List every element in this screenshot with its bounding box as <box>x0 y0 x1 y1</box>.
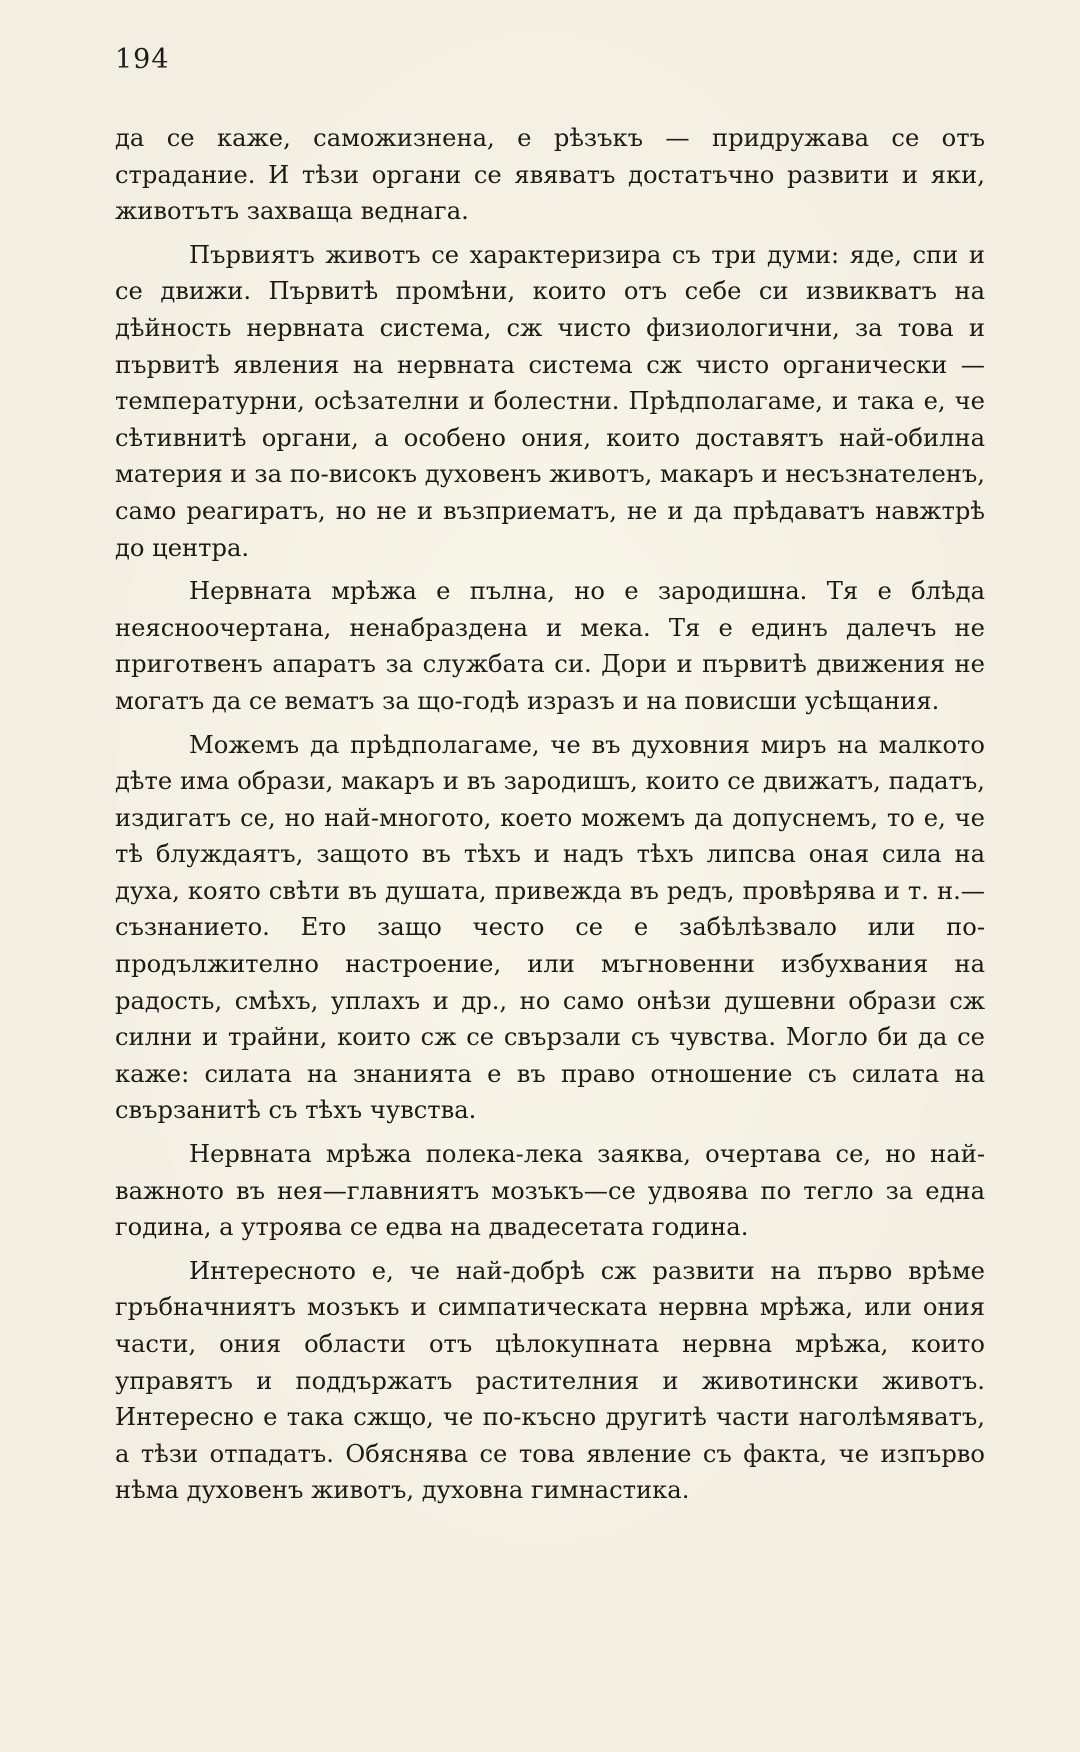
paragraph-spinal-cord: Интересното е, че най-добрѣ сж развити на първо врѣме гръбначниятъ мозъкъ и симпатическата нервна мрѣжа, или ония части, ония области отъ цѣлокупната нервна мрѣжа, които управятъ и поддържатъ растителния и животински животъ. Интересно е така сжщо, че по-късно другитѣ части наголѣмяватъ, а тѣзи отпадатъ. Обяснява се това явление съ факта, че изпърво нѣма духовенъ животъ, духовна гимнастика. <box>115 1256 985 1505</box>
paragraph-spiritual-world: Можемъ да прѣдполагаме, че въ духовния миръ на малкото дѣте има образи, макаръ и въ зародишъ, които се движатъ, падатъ, издигатъ се, но най-многото, което можемъ да допуснемъ, то е, че тѣ блуждаятъ, защото въ тѣхъ и надъ тѣхъ липсва оная сила на духа, която свѣти въ душата, привежда въ редъ, провѣрява и т. н.—съзнанието. Ето защо често се е забѣлѣзвало или по-продължително настроение, или мъгновенни избухвания на радость, смѣхъ, уплахъ и др., но само онѣзи душевни образи сж силни и трайни, които сж се свързали съ чувства. Могло би да се каже: силата на знанията е въ право отношение съ силата на свързанитѣ съ тѣхъ чувства. <box>115 730 985 1125</box>
paragraph-first-life: Първиятъ животъ се характеризира съ три думи: яде, спи и се движи. Първитѣ промѣни, които отъ себе си извикватъ на дѣйность нервната система, сж чисто физиологични, за това и първитѣ явления на нервната система сж чисто органически — температурни, осѣзателни и болестни. Прѣдполагаме, и така е, че сѣтивнитѣ органи, а особено ония, които доставятъ най-обилна материя и за по-високъ духовенъ животъ, макаръ и несъзнателенъ, само реагиратъ, но не и възприематъ, не и да прѣдаватъ навжтрѣ до центра. <box>115 240 985 562</box>
paragraph-nervous-network: Нервната мрѣжа е пълна, но е зародишна. Тя е блѣда неясноочертана, ненабраздена и мека. Тя е единъ далечъ не приготвенъ апаратъ за службата си. Дори и първитѣ движения не могатъ да се вематъ за що-годѣ изразъ и на повисши усѣщания. <box>115 577 985 715</box>
paragraph-brain-growth: Нервната мрѣжа полека-лека заяква, очертава се, но най-важното въ нея—главниятъ мозъкъ—се удвоява по тегло за една година, а утроява се едва на двадесетата година. <box>115 1140 985 1242</box>
paragraph-continuation: да се каже, саможизнена, е рѣзъкъ — придружава се отъ страдание. И тѣзи органи се явяватъ достатъчно развити и яки, животътъ захваща веднага. <box>115 124 985 226</box>
body-text <box>115 120 985 1516</box>
page-number: 194 <box>115 44 170 75</box>
